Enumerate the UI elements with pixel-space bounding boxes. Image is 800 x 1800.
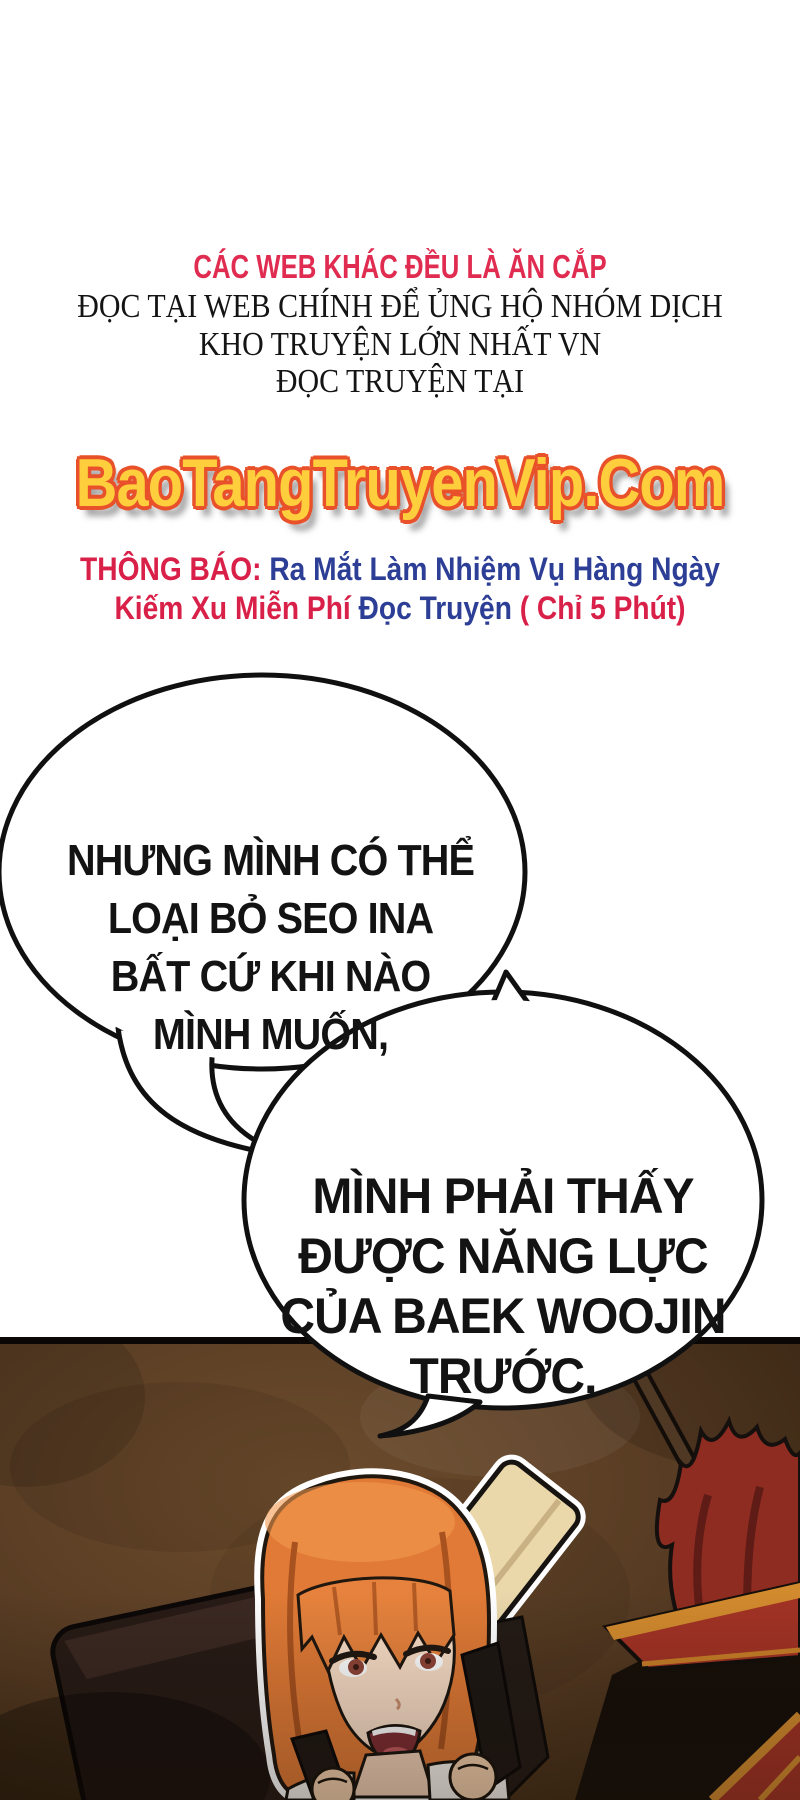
site-logo: BaoTangTruyenVip.Com (75, 445, 725, 521)
bubble-line: ĐƯỢC NĂNG LỰC (298, 1228, 708, 1284)
notice-label: THÔNG BÁO: (80, 551, 270, 587)
bubble-line: MÌNH PHẢI THẤY (312, 1168, 694, 1224)
notice-line-2 (48, 590, 752, 627)
support-main-site-line: ĐỌC TẠI WEB CHÍNH ĐỂ ỦNG HỘ NHÓM DỊCH (77, 288, 723, 325)
bubble-line: BẤT CỨ KHI NÀO (110, 952, 431, 1001)
biggest-library-line: KHO TRUYỆN LỚN NHẤT VN (198, 326, 602, 363)
bubble-line: NHƯNG MÌNH CÓ THỂ (67, 836, 474, 885)
notice-daily-quest-text: Ra Mắt Làm Nhiệm Vụ Hàng Ngày (269, 551, 720, 587)
notice-duration-text: ( Chỉ 5 Phút) (519, 590, 686, 626)
bubble-line: CỦA BAEK WOOJIN (280, 1288, 726, 1344)
notice-read-text: Đọc Truyện (358, 590, 520, 626)
bubble-line: MÌNH MUỐN, (152, 1010, 389, 1059)
speech-bubble-1-text (43, 832, 498, 1064)
piracy-warning-line: CÁC WEB KHÁC ĐỀU LÀ ĂN CẮP (193, 248, 607, 285)
read-at-line: ĐỌC TRUYỆN TẠI (275, 363, 525, 400)
notice-free-coins-text: Kiếm Xu Miễn Phí (114, 590, 359, 626)
speech-bubble-2-text (253, 1166, 752, 1406)
bubble-line: TRƯỚC. (409, 1348, 597, 1404)
bubble-line: LOẠI BỎ SEO INA (107, 894, 434, 943)
notice-line-1 (48, 551, 752, 588)
